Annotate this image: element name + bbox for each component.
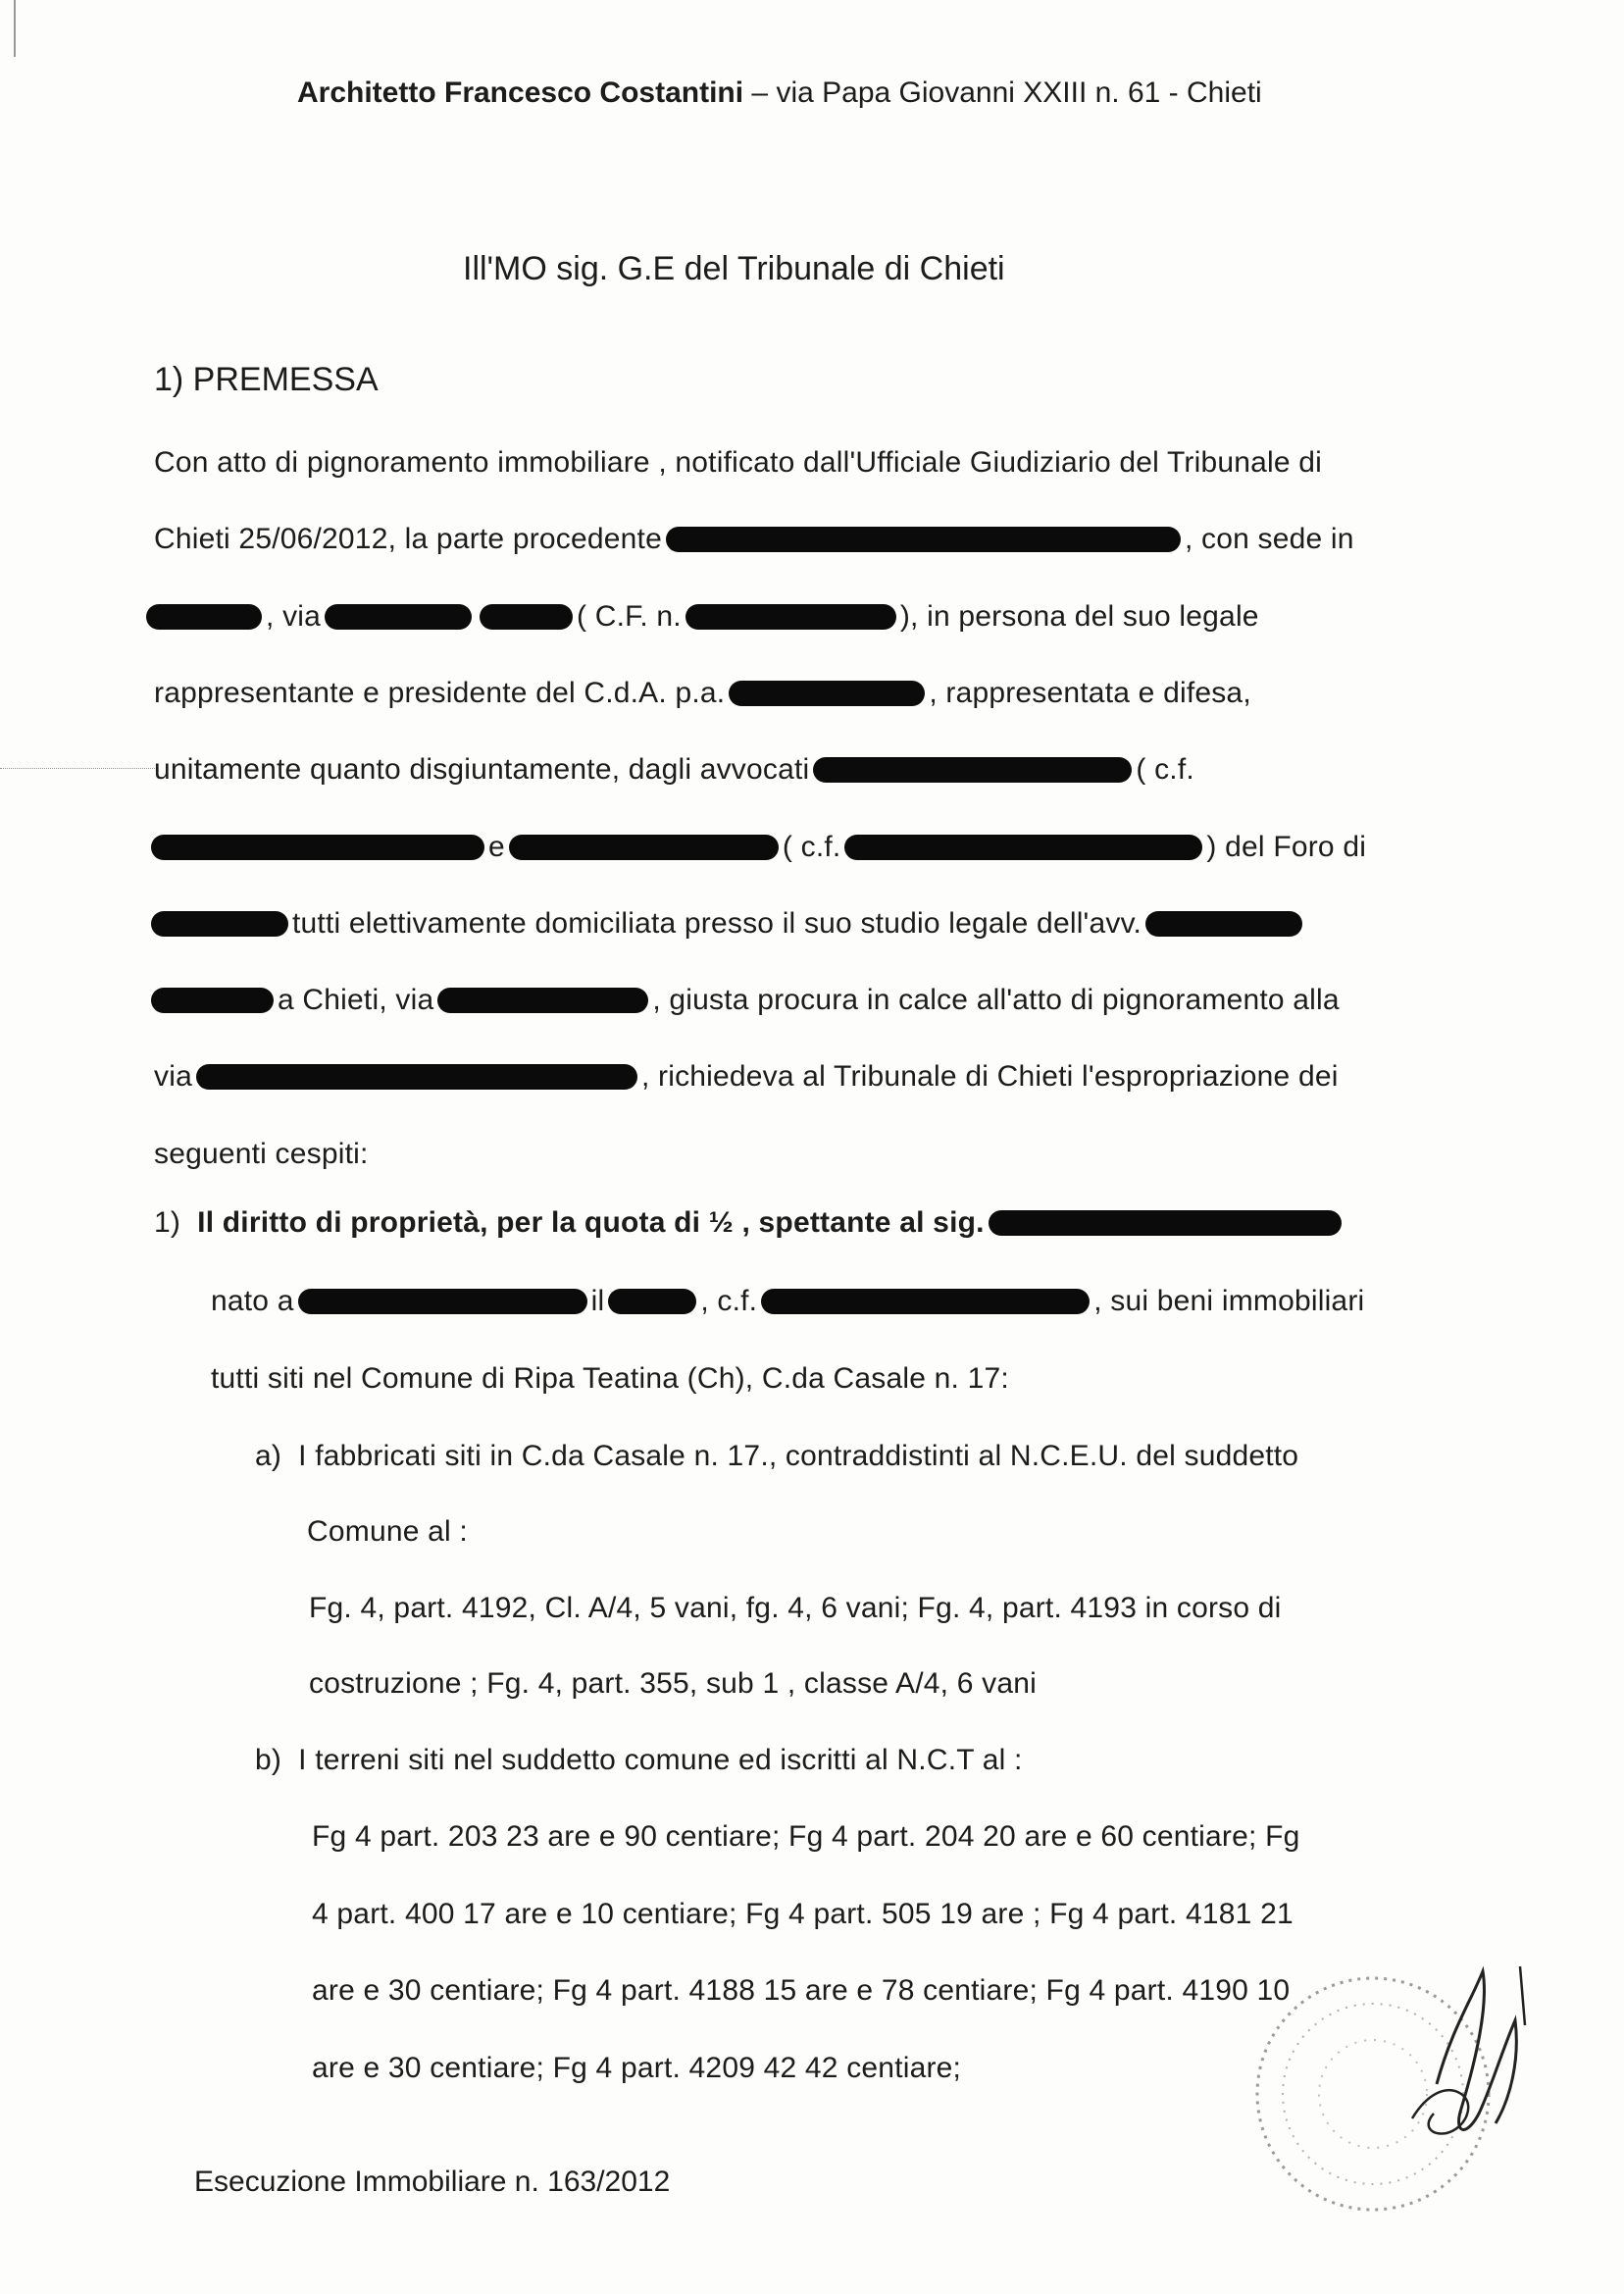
redaction [146,604,262,630]
body-line-1: Con atto di pignoramento immobiliare , notificato dall'Ufficiale Giudiziario del Tribunale di [154,446,1323,479]
redaction [666,527,1181,552]
redaction [298,1289,587,1314]
body-line-6: e ( c.f. ) del Foro di [147,831,1366,864]
item-1-line-1: 1) Il diritto di proprietà, per la quota di ½ , spettante al sig. [154,1206,1345,1240]
body-line-5: unitamente quanto disgiuntamente, dagli avvocati ( c.f. [154,753,1194,786]
item-b-line-5: are e 30 centiare; Fg 4 part. 4209 42 42 centiare; [312,2052,962,2084]
redaction [151,835,484,860]
redaction [813,757,1132,783]
redaction [761,1289,1090,1314]
body-line-2: Chieti 25/06/2012, la parte procedente , con sede in [154,523,1354,555]
item-b-line-1: b) I terreni siti nel suddetto comune ed iscritti al N.C.T al : [255,1744,1023,1776]
body-line-8: a Chieti, via , giusta procura in calce all'atto di pignoramento alla [147,984,1340,1017]
redaction [729,681,925,706]
item-b-line-3: 4 part. 400 17 are e 10 centiare; Fg 4 part. 505 19 are ; Fg 4 part. 4181 21 [312,1898,1294,1930]
body-line-9: via , richiedeva al Tribunale di Chieti l'espropriazione dei [154,1060,1339,1093]
item-a-line-4: costruzione ; Fg. 4, part. 355, sub 1 , classe A/4, 6 vani [309,1667,1038,1700]
redaction [844,835,1202,860]
redaction [151,911,288,937]
redaction [509,835,779,860]
redaction [685,604,896,630]
item-b-line-4: are e 30 centiare; Fg 4 part. 4188 15 are e 78 centiare; Fg 4 part. 4190 10 [312,1974,1291,2007]
body-line-7: tutti elettivamente domiciliata presso il suo studio legale dell'avv. [147,907,1306,941]
redaction [608,1289,696,1314]
item-a-line-1: a) I fabbricati siti in C.da Casale n. 17., contraddistinti al N.C.E.U. del suddetto [255,1440,1299,1472]
item-b-line-2: Fg 4 part. 203 23 are e 90 centiare; Fg 4 part. 204 20 are e 60 centiare; Fg [312,1820,1300,1853]
official-stamp-signature [1226,1912,1559,2236]
architect-address: – via Papa Giovanni XXIII n. 61 - Chieti [751,76,1262,109]
redaction [989,1210,1342,1236]
redaction [196,1064,637,1090]
item-1-line-3: tutti siti nel Comune di Ripa Teatina (Ch), C.da Casale n. 17: [211,1362,1009,1395]
body-line-3: , via ( C.F. n. ), in persona del suo legale [142,600,1259,634]
fold-line [0,768,157,769]
redaction [325,604,472,630]
body-line-4: rappresentante e presidente del C.d.A. p.a. , rappresentata e difesa, [154,677,1251,709]
architect-name: Architetto Francesco Costantini [297,76,744,109]
redaction [151,988,274,1013]
item-1-line-2: nato a il , c.f. , sui beni immobiliari [211,1285,1365,1317]
margin-mark [14,0,16,57]
item-a-line-3: Fg. 4, part. 4192, Cl. A/4, 5 vani, fg. 4, 6 vani; Fg. 4, part. 4193 in corso di [309,1592,1282,1624]
footer-case-number: Esecuzione Immobiliare n. 163/2012 [194,2166,671,2198]
document-title: Ill'MO sig. G.E del Tribunale di Chieti [463,250,1005,287]
section-heading: 1) PREMESSA [154,361,379,398]
redaction [480,604,573,630]
item-a-line-2: Comune al : [307,1515,468,1548]
redaction [1145,911,1302,937]
redaction [437,988,648,1013]
body-line-10: seguenti cespiti: [154,1138,369,1170]
letterhead [297,76,1262,110]
